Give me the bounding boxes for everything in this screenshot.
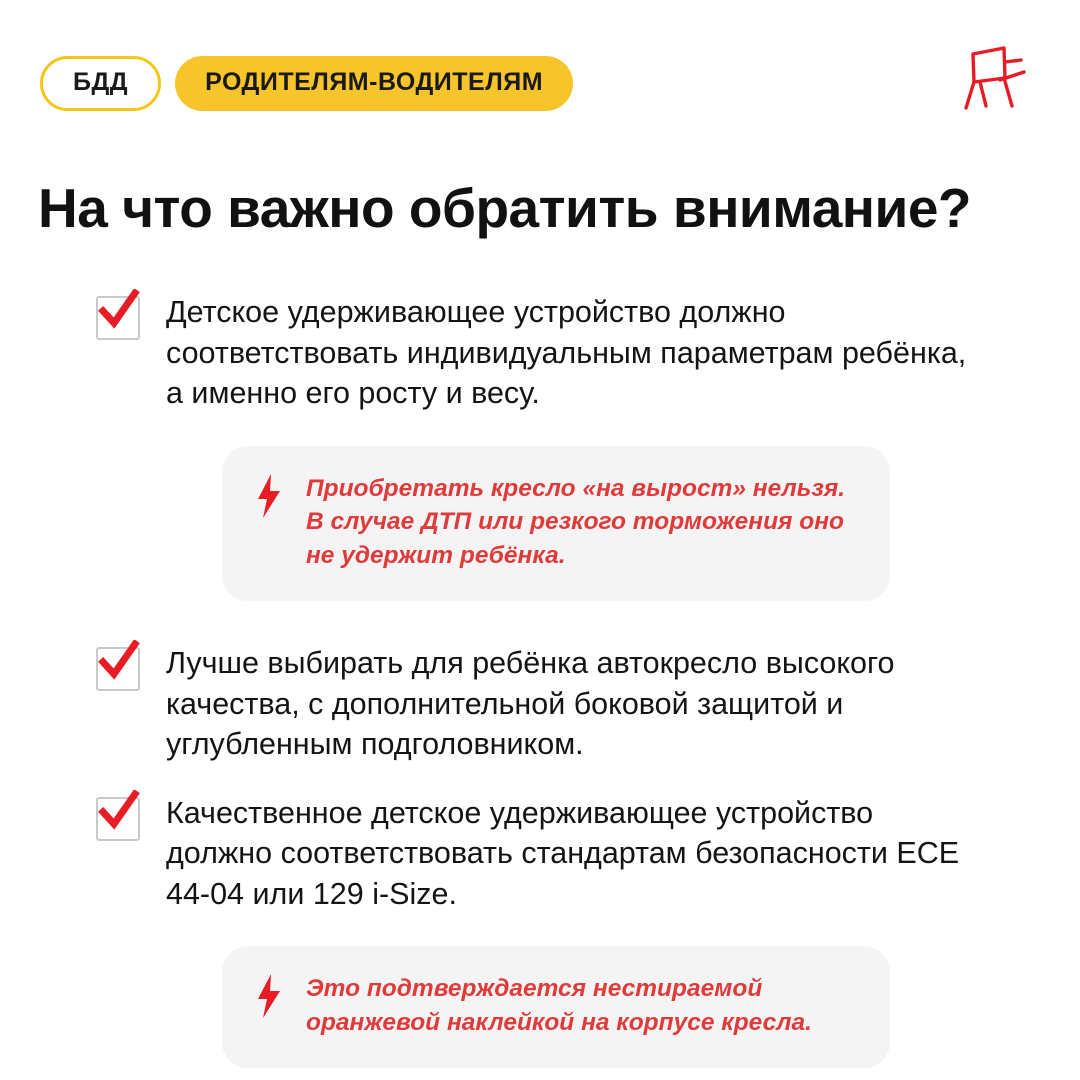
chair-outline-icon — [956, 42, 1028, 112]
header — [40, 56, 573, 111]
badge-parents-drivers: РОДИТЕЛЯМ-ВОДИТЕЛЯМ — [175, 56, 573, 111]
checkmark-icon — [96, 797, 140, 841]
list-item-text: Детское удерживающее устройство должно соответствовать индивидуальным параметрам ребёнка, а именно его росту и весу. — [166, 295, 967, 411]
checklist — [96, 292, 1020, 1068]
lightning-bolt-icon — [256, 974, 282, 1018]
warning-note — [222, 446, 890, 601]
list-item-text: Качественное детское удерживающее устройство должно соответствовать стандартам безопасности ECE 44-04 или 129 i-Size. — [166, 795, 960, 911]
list-item — [96, 643, 1020, 765]
lightning-bolt-icon — [256, 474, 282, 518]
warning-note-text: Приобретать кресло «на вырост» нельзя. В случае ДТП или резкого торможения оно не удержит ребёнка. — [306, 474, 846, 570]
page-title: На что важно обратить внимание? — [38, 177, 972, 239]
list-item — [96, 793, 1020, 915]
list-item — [96, 292, 1020, 414]
list-item-text: Лучше выбирать для ребёнка автокресло высокого качества, с дополнительной боковой защитой и углубленным подголовником. — [166, 646, 895, 762]
checkmark-icon — [96, 647, 140, 691]
checkmark-icon — [96, 296, 140, 340]
warning-note-text: Это подтверждается нестираемой оранжевой наклейкой на корпусе кресла. — [306, 975, 812, 1037]
warning-note — [222, 946, 890, 1068]
badge-bdd: БДД — [40, 56, 161, 111]
